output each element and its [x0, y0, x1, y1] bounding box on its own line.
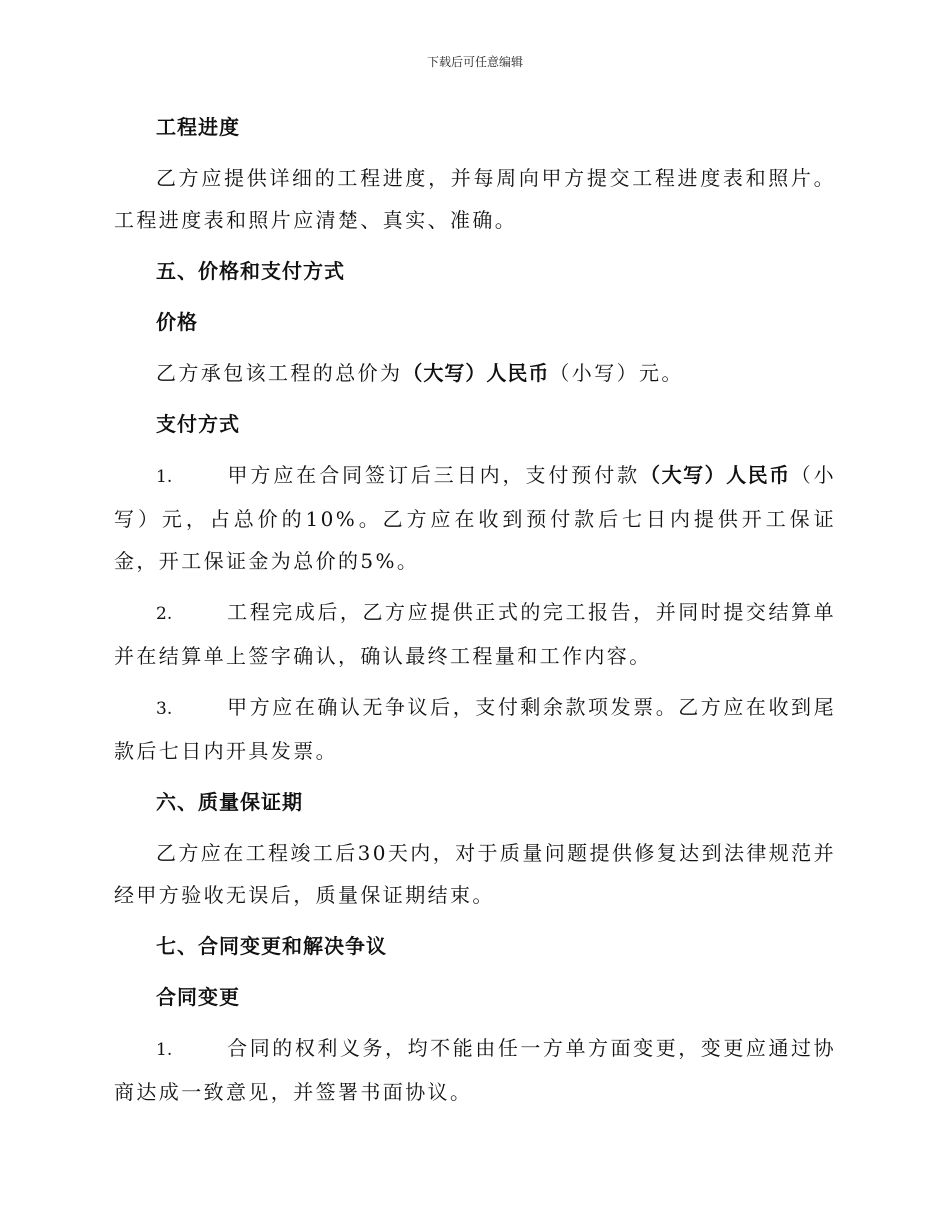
payment-item-3-number: 3.: [156, 699, 173, 719]
paragraph-progress: 乙方应提供详细的工程进度，并每周向甲方提交工程进度表和照片。工程进度表和照片应清楚、真实、准确。: [114, 166, 836, 232]
document-body: [114, 106, 836, 1122]
payment-item-2-number: 2.: [156, 604, 173, 624]
payment-item-2-text: 工程完成后，乙方应提供正式的完工报告，并同时提交结算单并在结算单上签字确认，确认最终工程量和工作内容。: [114, 600, 836, 668]
heading-price: 价格: [156, 310, 198, 334]
paragraph-price: [114, 352, 836, 394]
change-item-1-number: 1.: [156, 1040, 173, 1060]
payment-item-1-number: 1.: [156, 467, 173, 487]
page-header: 下载后可任意编辑: [426, 55, 523, 69]
payment-item-1-text-after: （小写）元，占总价的10%。乙方应在收到预付款后七日内提供开工保证金，开工保证金为总价的5%。: [114, 463, 837, 573]
paragraph-warranty: 乙方应在工程竣工后30天内，对于质量问题提供修复达到法律规范并经甲方验收无误后，质量保证期结束。: [114, 841, 836, 907]
price-text-after: （小写）元。: [549, 361, 684, 385]
payment-item-3-text: 甲方应在确认无争议后，支付剩余款项发票。乙方应在收到尾款后七日内开具发票。: [114, 695, 836, 763]
price-text-before: 乙方承包该工程的总价为: [156, 361, 403, 385]
payment-item-1-text-before: 甲方应在合同签订后三日内，支付预付款: [227, 463, 641, 487]
payment-item-1: [114, 454, 836, 582]
payment-item-3: [114, 686, 836, 772]
heading-price-payment: 五、价格和支付方式: [156, 259, 345, 283]
payment-item-2: [114, 591, 836, 677]
heading-contract-change: 合同变更: [156, 985, 240, 1009]
heading-payment: 支付方式: [156, 412, 240, 436]
change-item-1-text: 合同的权利义务，均不能由任一方单方面变更，变更应通过协商达成一致意见，并签署书面协议。: [114, 1036, 836, 1104]
price-text-bold: （大写）人民币: [402, 361, 550, 385]
heading-warranty: 六、质量保证期: [156, 790, 303, 814]
heading-progress: 工程进度: [156, 115, 240, 139]
change-item-1: [114, 1027, 836, 1113]
payment-item-1-text-bold: （大写）人民币: [640, 463, 791, 487]
heading-changes: 七、合同变更和解决争议: [156, 934, 387, 958]
